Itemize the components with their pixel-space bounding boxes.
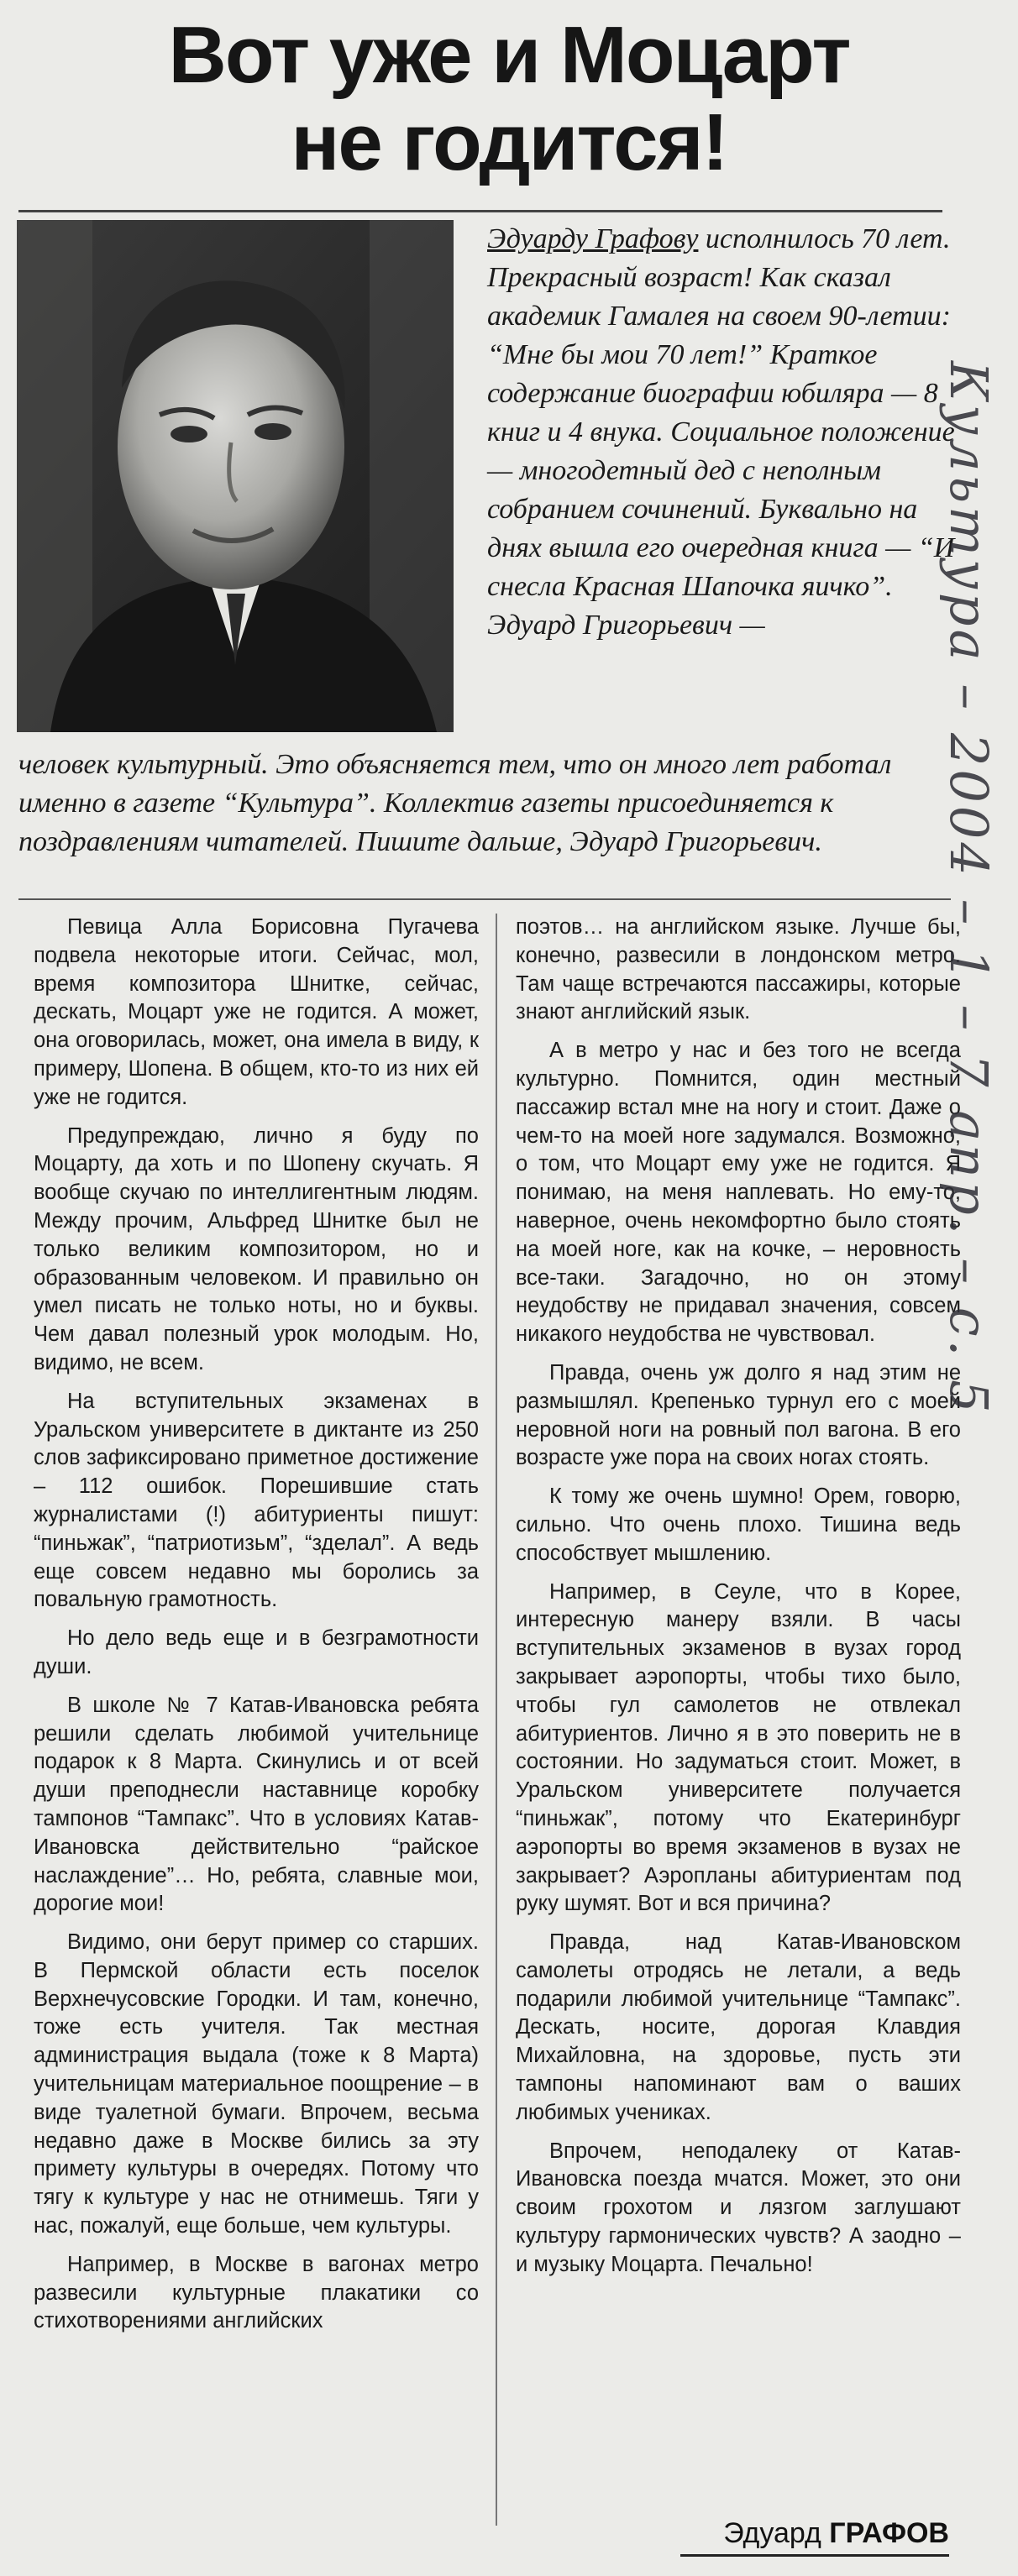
paragraph: Например, в Москве в вагонах метро развесили культурные плакатики со стихотворениями английских	[34, 2252, 479, 2333]
lead-paragraph-wide	[18, 746, 951, 861]
paragraph: Предупреждаю, лично я буду по Моцарту, да хоть и по Шопену скучать. Я вообще скучаю по интеллигентным людям. Между прочим, Альфред Шнитке был не только великим композитором, но и образованным человеком. И правильно он умел писать не только ноты, но и буквы. Чем давал полезный урок молодым. Но, видимо, не всем.	[34, 1123, 479, 1374]
paragraph: Правда, над Катав-Ивановском самолеты отродясь не летали, а ведь подарили любимой учительнице “Тампакс”. Дескать, носите, дорогая Клавдия Михайловна, на здоровье, пусть эти тампоны напоминают вам о ваших любимых учениках.	[516, 1930, 961, 2124]
paragraph: Но дело ведь еще и в безграмотности души.	[34, 1626, 479, 1678]
paragraph: Впрочем, неподалеку от Катав-Ивановска поезда мчатся. Может, это они своим грохотом и лязгом заглушают культуру гармонических чувств? А заодно – и музыку Моцарта. Печально!	[516, 2139, 961, 2276]
honoree-name: Эдуарду Графову	[487, 223, 699, 254]
header-rule	[18, 210, 942, 212]
lead-rule	[18, 898, 951, 900]
paragraph: Например, в Сеуле, что в Корее, интересную манеру взяли. В часы вступительных экзаменов в вузах город закрывает аэропорты, чтобы тихо было, чтобы гул самолетов не отвлекал абитуриентов. Лично я в это поверить не в состоянии. Но задуматься стоит. Может, в Уральском университете получается “пиньжак”, потому что Екатеринбург аэропорты во время экзаменов в вузах не закрывает? Аэропланы абитуриентам под руку шумят. Вот и вся причина?	[516, 1579, 961, 1916]
column-divider	[496, 914, 497, 2526]
author-signature	[672, 2517, 949, 2550]
paragraph: В школе № 7 Катав-Ивановска ребята решили сделать любимой учительнице подарок к 8 Марта. Скинулись и от всей души преподнесли наставнице коробку тампонов “Тампакс”. Что в условиях Катав-Ивановска действительно “райское наслаждение”… Но, ребята, славные мои, дорогие мои!	[34, 1693, 479, 1916]
paragraph: К тому же очень шумно! Орем, говорю, сильно. Что очень плохо. Тишина ведь способствует мышлению.	[516, 1484, 961, 1565]
headline-line-2: не годится!	[291, 97, 727, 187]
lead-text-right: исполнилось 70 лет. Прекрасный возраст! Как сказал академик Гамалея на своем 90-летии: “Мне бы мои 70 лет!” Краткое содержание биографии юбиляра — 8 книг и 4 внука. Социальное положение — многодетный дед с неполным собранием сочинений. Буквально на днях вышла его очередная книга — “И снесла Красная Шапочка яичко”. Эдуард Григорьевич —	[487, 223, 955, 641]
paragraph: Певица Алла Борисовна Пугачева подвела некоторые итоги. Сейчас, мол, время композитора Шнитке, сейчас, дескать, Моцарт уже не годится. А может, она оговорилась, может, она имела в виду, к примеру, Шопена. В общем, кто-то из них ей уже не годится.	[34, 915, 479, 1109]
author-last-name: ГРАФОВ	[829, 2517, 949, 2549]
handwritten-source-note: Культура – 2004 – 1 – 7 апр. – с. 5	[938, 361, 1000, 1416]
paragraph: На вступительных экзаменах в Уральском университете в диктанте из 250 слов зафиксировано приметное достижение – 112 ошибок. Порешившие стать журналистами (!) абитуриенты пишут: “пиньжак”, “патриотизьм”, “зделал”. А ведь еще совсем недавно мы боролись за повальную грамотность.	[34, 1389, 479, 1612]
paragraph: А в метро у нас и без того не всегда культурно. Помнится, один местный пассажир встал мне на ногу и стоит. Даже о чем-то на моей ноге задумался. Возможно, о том, что Моцарт ему уже не годится. Я понимаю, на меня наплевать. Но ему-то, наверное, очень некомфортно было стоять на моей ноге, как на кочке, – неровность все-таки. Загадочно, но он этому неудобству не придавал значения, совсем никакого неудобства не чувствовал.	[516, 1039, 961, 1347]
body-column-right	[516, 914, 961, 2290]
paragraph: Правда, очень уж долго я над этим не размышлял. Крепенько турнул его с моей неровной ноги на ровный пол вагона. В его возрасте уже пора на своих ногах стоять.	[516, 1360, 961, 1470]
author-photo	[17, 220, 454, 732]
article-headline	[0, 12, 1018, 186]
lead-paragraph-right	[487, 220, 958, 645]
paragraph-continued: поэтов… на английском языке. Лучше бы, конечно, развесили в лондонском метро. Там чаще встречаются пассажиры, которые знают английский язык.	[516, 915, 961, 1024]
author-first-name: Эдуард	[723, 2517, 821, 2549]
portrait-illustration	[17, 220, 454, 732]
paragraph: Видимо, они берут пример со старших. В Пермской области есть поселок Верхнечусовские Городки. И там, конечно, тоже есть учителя. Так местная администрация выдала (тоже к 8 Марта) учительницам материальное поощрение – в виде туалетной бумаги. Впрочем, весьма недавно даже в Москве бились за эту примету культуры в очередях. Потому что тягу к культуре у нас не отнимешь. Тяги у нас, пожалуй, еще больше, чем культуры.	[34, 1930, 479, 2238]
signature-rule	[680, 2554, 949, 2557]
lead-paragraph-part-1	[487, 220, 958, 645]
lead-text-wide: человек культурный. Это объясняется тем, что он много лет работал именно в газете “Культура”. Коллектив газеты присоединяется к поздравлениям читателей. Пишите дальше, Эдуард Григорьевич.	[18, 749, 892, 857]
body-column-left	[34, 914, 479, 2346]
headline-line-1: Вот уже и Моцарт	[168, 10, 850, 100]
